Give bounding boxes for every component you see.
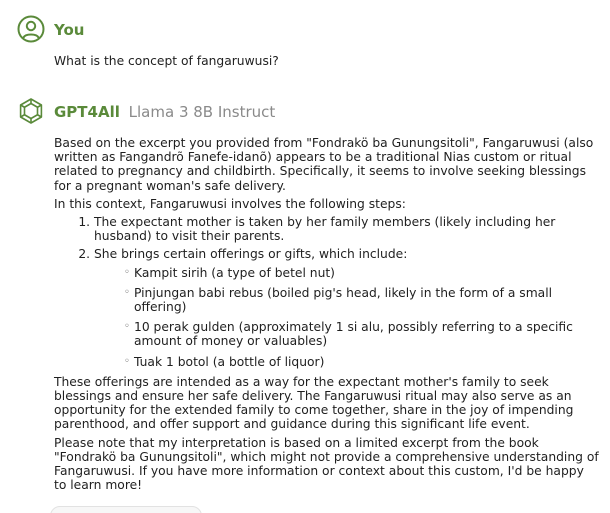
assistant-paragraph-note: Please note that my interpretation is based on a limited excerpt from the book "Fondrakö ba Gunungsitoli", which might not provide a comprehensive understanding of Fangaruwusi. If you have more information or context about this custom, I'd be happy to learn more! — [54, 435, 599, 493]
list-item: ◦ Tuak 1 botol (a bottle of liquor) — [124, 355, 600, 369]
user-sender-name: You — [54, 21, 85, 39]
assistant-paragraph-intro: Based on the excerpt you provided from "Fondrakö ba Gunungsitoli", Fangaruwusi (also written as Fangandrõ Fanefe-idanõ) appears to be a traditional Nias custom or ritual related to pregnancy and childbirth. Specifically, it seems to involve seeking blessings for a pregnant woman's safe delivery. — [54, 136, 594, 193]
list-item: ◦ Pinjungan babi rebus (boiled pig's head, likely in the form of a small offering) — [124, 286, 600, 314]
assistant-paragraph-offerings: These offerings are intended as a way for the expectant mother's family to seek blessings and ensure her safe delivery. The Fangaruwusi ritual may also serve as an opportunity for the extended family to come together, share in the joy of impending parenthood, and offer support and guidance during this significant life event. — [54, 374, 574, 432]
assistant-message-body — [54, 136, 600, 496]
step-text: The expectant mother is taken by her family members (likely including her husband) to visit their parents. — [94, 215, 556, 244]
assistant-sender-name: GPT4All — [54, 103, 120, 121]
list-item — [94, 215, 600, 243]
list-item — [94, 247, 600, 368]
gifts-list — [94, 266, 600, 369]
list-item: ◦ 10 perak gulden (approximately 1 si alu, possibly referring to a specific amount of money or valuables) — [124, 320, 600, 348]
user-avatar-icon — [16, 14, 46, 44]
user-sender — [54, 20, 84, 40]
message-action-button[interactable] — [50, 506, 202, 513]
step-text: She brings certain offerings or gifts, which include: — [94, 247, 408, 262]
user-message-text: What is the concept of fangaruwusi? — [54, 54, 279, 68]
assistant-sender — [54, 102, 275, 122]
assistant-model-name: Llama 3 8B Instruct — [128, 103, 276, 121]
list-item: ◦ Kampit sirih (a type of betel nut) — [124, 266, 600, 280]
gpt4all-logo-icon — [16, 96, 46, 126]
steps-list — [54, 215, 600, 369]
user-message-body — [54, 54, 600, 72]
assistant-paragraph-context: In this context, Fangaruwusi involves the following steps: — [54, 196, 406, 211]
